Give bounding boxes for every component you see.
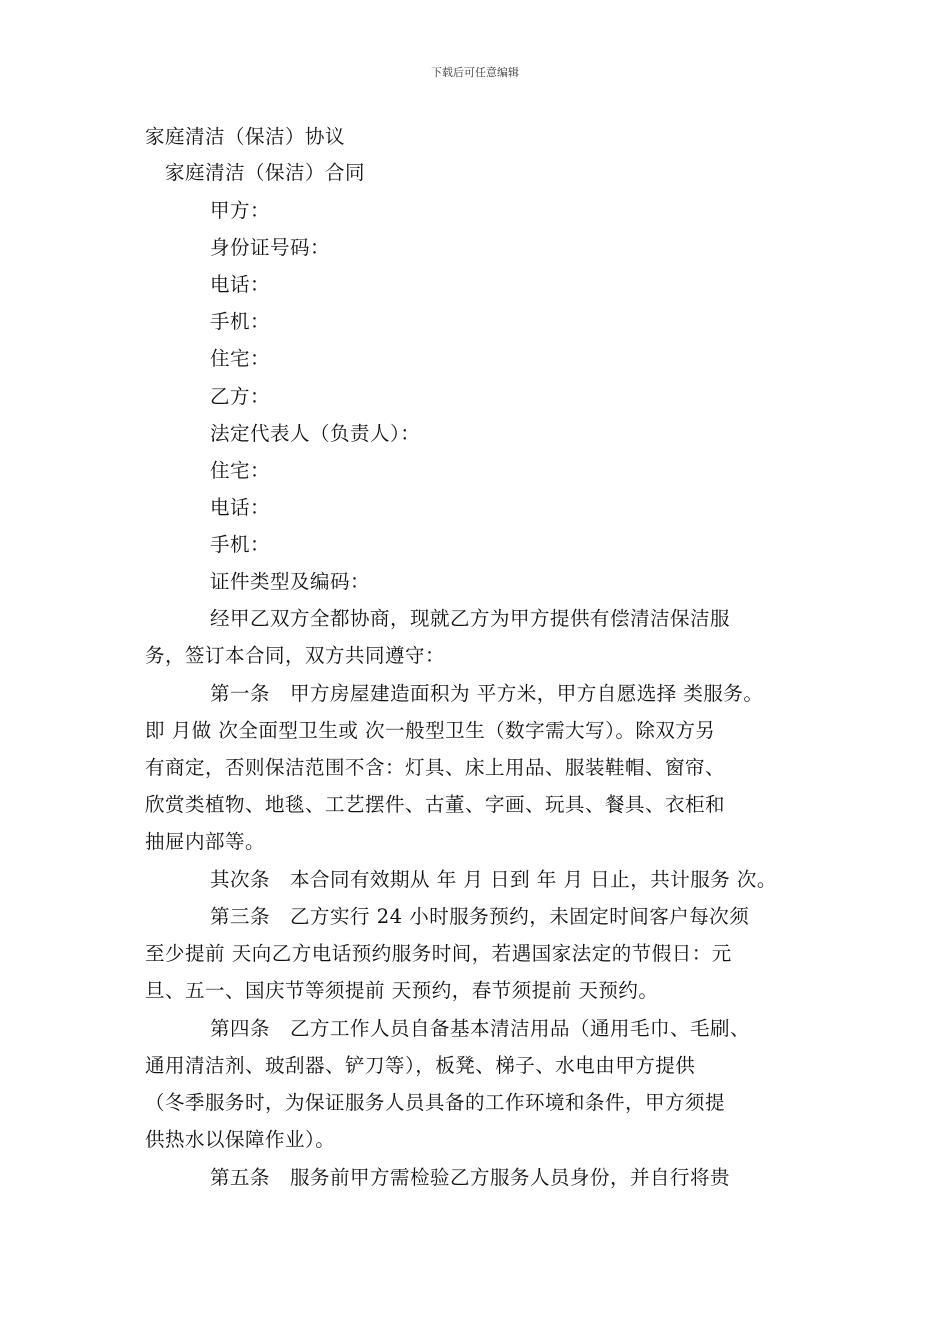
field-party-b-residence: 住宅： [210, 459, 271, 482]
intro-line: 务，签订本合同，双方共同遵守： [145, 644, 446, 667]
field-certificate-type-number: 证件类型及编码： [210, 570, 371, 593]
clause-3-line: 至少提前 天向乙方电话预约服务时间，若遇国家法定的节假日：元 [145, 942, 732, 965]
field-legal-representative: 法定代表人（负责人）： [210, 422, 421, 445]
clause-1-line: 即 月做 次全面型卫生或 次一般型卫生（数字需大写）。除双方另 [145, 719, 716, 742]
clause-1-line: 欣赏类植物、地毯、工艺摆件、古董、字画、玩具、餐具、衣柜和 [145, 793, 726, 816]
clause-4-line: 通用清洁剂、玻刮器、铲刀等），板凳、梯子、水电由甲方提供 [145, 1054, 696, 1077]
clause-1-line: 有商定，否则保洁范围不含：灯具、床上用品、服装鞋帽、窗帘、 [145, 756, 726, 779]
clause-5-line: 第五条 服务前甲方需检验乙方服务人员身份，并自行将贵 [210, 1166, 731, 1189]
clause-3-line: 旦、五一、国庆节等须提前 天预约，春节须提前 天预约。 [145, 979, 659, 1002]
page-header: 下载后可任意编辑 [431, 66, 519, 79]
field-party-a-id-number: 身份证号码： [210, 236, 331, 259]
clause-4-line: 第四条 乙方工作人员自备基本清洁用品（通用毛巾、毛刷、 [210, 1017, 751, 1040]
field-party-a-mobile: 手机： [210, 310, 271, 333]
document-title: 家庭清洁（保洁）协议 [145, 125, 346, 148]
field-party-a: 甲方： [210, 199, 271, 222]
field-party-a-residence: 住宅： [210, 347, 271, 370]
field-party-b-mobile: 手机： [210, 533, 271, 556]
clause-3-line: 第三条 乙方实行 24 小时服务预约，未固定时间客户每次须 [210, 905, 750, 928]
field-party-b-phone: 电话： [210, 496, 271, 519]
field-party-b: 乙方： [210, 385, 271, 408]
clause-4-line: （冬季服务时，为保证服务人员具备的工作环境和条件，甲方须提 [145, 1091, 726, 1114]
clause-4-line: 供热水以保障作业）。 [145, 1128, 336, 1151]
clause-1-line: 抽屉内部等。 [145, 830, 266, 853]
clause-2-line: 其次条 本合同有效期从 年 月 日到 年 月 日止，共计服务 次。 [210, 868, 777, 891]
clause-1-line: 第一条 甲方房屋建造面积为 平方米，甲方自愿选择 类服务。 [210, 682, 764, 705]
contract-title: 家庭清洁（保洁）合同 [165, 161, 366, 184]
field-party-a-phone: 电话： [210, 273, 271, 296]
intro-line: 经甲乙双方全都协商，现就乙方为甲方提供有偿清洁保洁服 [210, 607, 731, 630]
